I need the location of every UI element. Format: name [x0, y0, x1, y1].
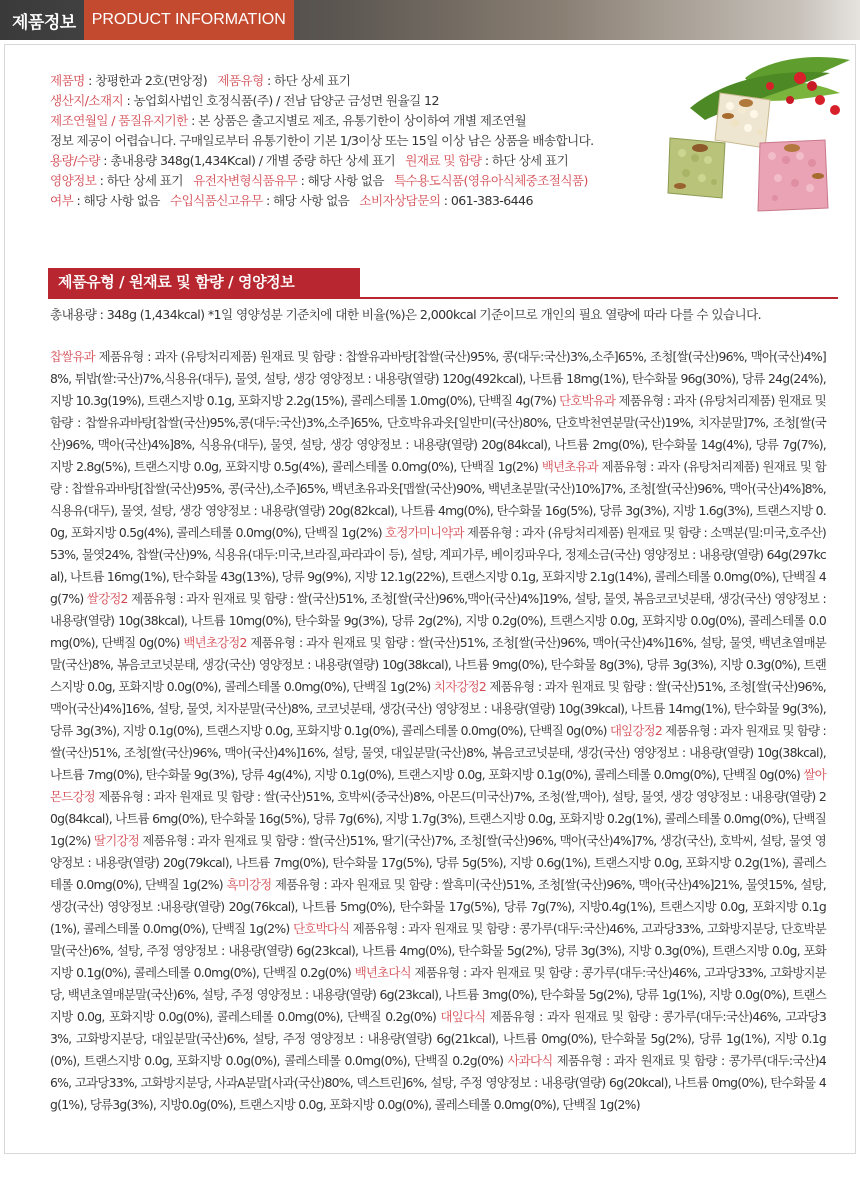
product-name: 대잎강정2 [609, 723, 662, 738]
product-spec: 제품유형 : 과자 원재료 및 함량 : 쌀(국산)51%, 호박씨(중국산)8%, 아몬드(미국산)7%, 조청(쌀,맥아), 설탕, 물엿, 생강 영양정보 : 내용량(열량) 20g(84kcal), 나트륨 6mg(0%), 탄수화물 16g(5%), 당류 7g(6%), 지방 1.7g(3%), 트랜스지방 0.0g, 포화지방 0.2g(1%), 콜레스테롤 0.0mg(0%), 단백질 1g(2%) [50, 789, 826, 848]
product-spec: 제품유형 : 과자 원재료 및 함량 : 쌀(국산)51%, 조청[쌀(국산)96%, 맥아(국산)4%]16%, 설탕, 물엿, 백년초열매분말(국산)8%, 볶음코코넛분태, 생강(국산) 영양정보 : 내용량(열량) 10g(38kcal), 나트륨 9mg(0%), 탄수화물 8g(3%), 당류 3g(3%), 지방 0.3g(0%), 트랜스지방 0.0g, 포화지방 0.0g(0%), 콜레스테롤 0.0mg(0%), 단백질 1g(2%) [50, 635, 827, 694]
header-title-en: PRODUCT INFORMATION [84, 0, 294, 40]
product-name: 대잎다식 [440, 1009, 486, 1024]
product-name: 백년초유과 [541, 459, 598, 474]
product-name: 호정가미니약과 [385, 525, 464, 540]
product-spec: 제품유형 : 과자 원재료 및 함량 : 쌀(국산)51%, 조청[쌀(국산)96%,맥아(국산)4%]19%, 설탕, 물엿, 볶음코코넛분태, 생강(국산) 영양정보 : 내용량(열량) 10g(38kcal), 나트륨 10mg(0%), 탄수화물 9g(3%), 당류 2g(2%), 지방 0.2g(0%), 트랜스지방 0.0g, 포화지방 0.0g(0%), 콜레스테롤 0.0mg(0%), 단백질 0g(0%) [50, 591, 826, 650]
product-spec: 제품유형 : 과자 원재료 및 함량 : 쌀(국산)51%, 조청[쌀(국산)96%, 맥아(국산)4%]16%, 설탕, 물엿, 대잎분말(국산)8%, 볶음코코넛분태, 생강(국산) 영양정보 : 내용량(열량) 10g(38kcal), 나트륨 7mg(0%), 탄수화물 9g(3%), 당류 4g(4%), 지방 0.1g(0%), 트랜스지방 0.0g, 포화지방 0.1g(0%), 콜레스테롤 0.0mg(0%), 단백질 0g(0%) [50, 723, 826, 782]
product-spec: 제품유형 : 과자 원재료 및 함량 : 콩가루(대두:국산)46%, 고과당33%, 고화방지분당, 단호박분말(국산)6%, 설탕, 주정 영양정보 : 내용량(열량) 6g(23kcal), 나트륨 4mg(0%), 탄수화물 5g(2%), 당류 3g(3%), 지방 0.3g(0%), 트랜스지방 0.0g, 포화지방 0.1g(0%), 콜레스테롤 0.0mg(0%), 단백질 0.2g(0%) [50, 921, 826, 980]
info-row-volume: 용량/수량 : 총내용량 348g(1,434Kcal) / 개별 중량 하단 상세 표기 원재료 및 함량 : 하단 상세 표기 [50, 153, 569, 168]
product-name: 쌀아몬드강정 [50, 767, 826, 804]
product-spec: 제품유형 : 과자 (유탕처리제품) 원재료 및 함량 : 소맥분(밀:미국,호주산)53%, 물엿24%, 찹쌀(국산)9%, 식용유(대두:미국,브라질,파라과이 등), 설탕, 계피가루, 베이킹파우다, 정제소금(국산) 영양정보 : 내용량(열량) 64g(297kcal), 나트륨 16mg(1%), 탄수화물 43g(13%), 당류 9g(9%), 지방 12.1g(22%), 트랜스지방 0.1g, 포화지방 2.1g(14%), 콜레스테롤 0.0mg(0%), 단백질 4g(7%) [50, 525, 827, 606]
product-detail-text [50, 346, 826, 1116]
product-name: 쌀강정2 [86, 591, 128, 606]
header-title-ko: 제품정보 [12, 12, 76, 33]
product-spec: 제품유형 : 과자 원재료 및 함량 : 쌀흑미(국산)51%, 조청[쌀(국산)96%, 맥아(국산)4%]21%, 물엿15%, 설탕, 생강(국산) 영양정보 :내용량(열량) 20g(76kcal), 나트륨 5mg(0%), 탄수화물 17g(5%), 당류 7g(7%), 지방0.4g(1%), 트랜스지방 0.0g, 포화지방 0.1g(1%), 콜레스테롤 0.0mg(0%), 단백질 1g(2%) [50, 877, 826, 936]
section-divider [48, 297, 838, 299]
info-row-nutrition: 영양정보 : 하단 상세 표기 유전자변형식품유무 : 해당 사항 없음 특수용도식품(영유아식체중조절식품) [50, 173, 588, 188]
product-spec: 제품유형 : 과자 원재료 및 함량 : 콩가루(대두:국산)46%, 고과당33%, 고화방지분당, 대잎분말(국산)6%, 설탕, 주정 영양정보 : 내용량(열량) 6g(21kcal), 나트륨 0mg(0%), 탄수화물 5g(2%), 당류 1g(1%), 지방 0.1g(0%), 트랜스지방 0.0g, 포화지방 0.0g(0%), 콜레스테롤 0.0mg(0%), 단백질 0.2g(0%) [50, 1009, 826, 1068]
product-name: 치자강정2 [434, 679, 487, 694]
product-name: 단호박다식 [293, 921, 350, 936]
product-name: 단호박유과 [559, 393, 616, 408]
section-title: 제품유형 / 원재료 및 함량 / 영양정보 [48, 268, 360, 297]
total-content-note: 총내용량 : 348g (1,434kcal) *1일 영양성분 기준치에 대한 비율(%)은 2,000kcal 기준이므로 개인의 필요 열량에 따라 다를 수 있습니다. [50, 307, 762, 322]
product-info [50, 71, 690, 211]
info-row-import: 여부 : 해당 사항 없음 수입식품신고유무 : 해당 사항 없음 소비자상담문의 : 061-383-6446 [50, 193, 533, 208]
product-name: 백년초다식 [354, 965, 411, 980]
info-row-date-cont: 정보 제공이 어렵습니다. 구매일로부터 유통기한이 기본 1/3이상 또는 15일 이상 남은 상품을 배송합니다. [50, 133, 594, 148]
product-spec: 제품유형 : 과자 (유탕처리제품) 원재료 및 함량 : 찹쌀유과바탕[찹쌀(국산)95%, 콩(국산),소주]65%, 백년초유과옷[맵쌀(국산)90%, 백년초분말(국산)10%]7%, 조청[쌀(국산)96%, 맥아(국산)4%]8%, 식용유(대두), 물엿, 설탕, 생강 영양정보 : 내용량(열량) 20g(82kcal), 나트륨 4mg(0%), 탄수화물 16g(5%), 당류 3g(3%), 지방 1.6g(3%), 트랜스지방 0.0g, 포화지방 0.5g(4%), 콜레스테롤 0.0mg(0%), 단백질 1g(2%) [50, 459, 826, 540]
product-name: 딸기강정 [94, 833, 139, 848]
info-row-date: 제조연월일 / 품질유지기한 : 본 상품은 출고지별로 제조, 유통기한이 상이하여 개별 제조연월 [50, 113, 527, 128]
product-spec: 제품유형 : 과자 원재료 및 함량 : 콩가루(대두:국산)46%, 고과당33%, 고화방지분당, 사과A분말[사과(국산)80%, 덱스트린]6%, 설탕, 주정 영양정보 : 내용량(열량) 6g(20kcal), 나트륨 0mg(0%), 탄수화물 4g(1%), 당류3g(3%), 지방0.0g(0%), 트랜스지방 0.0g, 포화지방 0.0g(0%), 콜레스테롤 0.0mg(0%), 단백질 1g(2%) [50, 1053, 826, 1112]
product-spec: 제품유형 : 과자 (유탕처리제품) 원재료 및 함량 : 찹쌀유과바탕[찹쌀(국산)95%,콩(대두:국산)3%,소주]65%, 단호박유과옷[일반미(국산)80%, 단호박천연분말(국산)19%, 치자분말]7%, 조청[쌀(국산)96%, 맥아(국산)4%]8%, 식용유(대두), 물엿, 설탕, 생강 영양정보 : 내용량(열량) 20g(84kcal), 나트륨 2mg(0%), 탄수화물 14g(4%), 당류 7g(7%), 지방 2.8g(5%), 트랜스지방 0.0g, 포화지방 0.5g(4%), 콜레스테롤 0.0mg(0%), 단백질 1g(2%) [50, 393, 827, 474]
header-bar [0, 0, 860, 40]
product-spec: 제품유형 : 과자 원재료 및 함량 : 콩가루(대두:국산)46%, 고과당33%, 고화방지분당, 백년초열매분말(국산)6%, 설탕, 주정 영양정보 : 내용량(열량) 6g(23kcal), 나트륨 3mg(0%), 탄수화물 5g(2%), 당류 1g(1%), 지방 0.0g(0%), 트랜스지방 0.0g, 포화지방 0.0g(0%), 콜레스테롤 0.0mg(0%), 단백질 0.2g(0%) [50, 965, 826, 1024]
product-spec: 제품유형 : 과자 원재료 및 함량 : 쌀(국산)51%, 조청[쌀(국산)96%, 맥아(국산)4%]16%, 설탕, 물엿, 치자분말(국산)8%, 코코넛분태, 생강(국산) 영양정보 : 내용량(열량) 10g(39kcal), 나트륨 14mg(1%), 탄수화물 9g(3%), 당류 3g(3%), 지방 0.1g(0%), 트랜스지방 0.0g, 포화지방 0.1g(0%), 콜레스테롤 0.0mg(0%), 단백질 0g(0%) [50, 679, 826, 738]
info-row-name: 제품명 : 창평한과 2호(면앙정) 제품유형 : 하단 상세 표기 [50, 73, 351, 88]
product-spec: 제품유형 : 과자 원재료 및 함량 : 쌀(국산)51%, 딸기(국산)7%, 조청[쌀(국산)96%, 맥아(국산)4%]7%, 생강(국산), 호박씨, 설탕, 물엿 영양정보 : 내용량(열량) 20g(79kcal), 나트륨 7mg(0%), 탄수화물 17g(5%), 당류 5g(5%), 지방 0.6g(1%), 트랜스지방 0.0g, 포화지방 0.2g(1%), 콜레스테롤 0.0mg(0%), 단백질 1g(2%) [50, 833, 827, 892]
product-name: 찹쌀유과 [50, 349, 95, 364]
product-spec: 제품유형 : 과자 (유탕처리제품) 원재료 및 함량 : 찹쌀유과바탕[찹쌀(국산)95%, 콩(대두:국산)3%,소주]65%, 조청[쌀(국산)96%, 맥아(국산)4%]8%, 튀밥(쌀:국산)7%,식용유(대두), 물엿, 설탕, 생강 영양정보 : 내용량(열량) 120g(492kcal), 나트륨 18mg(1%), 탄수화물 96g(30%), 당류 24g(24%), 지방 10.3g(19%), 트랜스지방 0.1g, 포화지방 2.2g(15%), 콜레스테롤 1.0mg(0%), 단백질 4g(7%) [50, 349, 826, 408]
product-name: 사과다식 [507, 1053, 553, 1068]
info-row-producer: 생산지/소재지 : 농업회사법인 호정식품(주) / 전남 담양군 금성면 원율길 12 [50, 93, 439, 108]
product-name: 백년초강정2 [183, 635, 247, 650]
product-name: 흑미강정 [226, 877, 272, 892]
